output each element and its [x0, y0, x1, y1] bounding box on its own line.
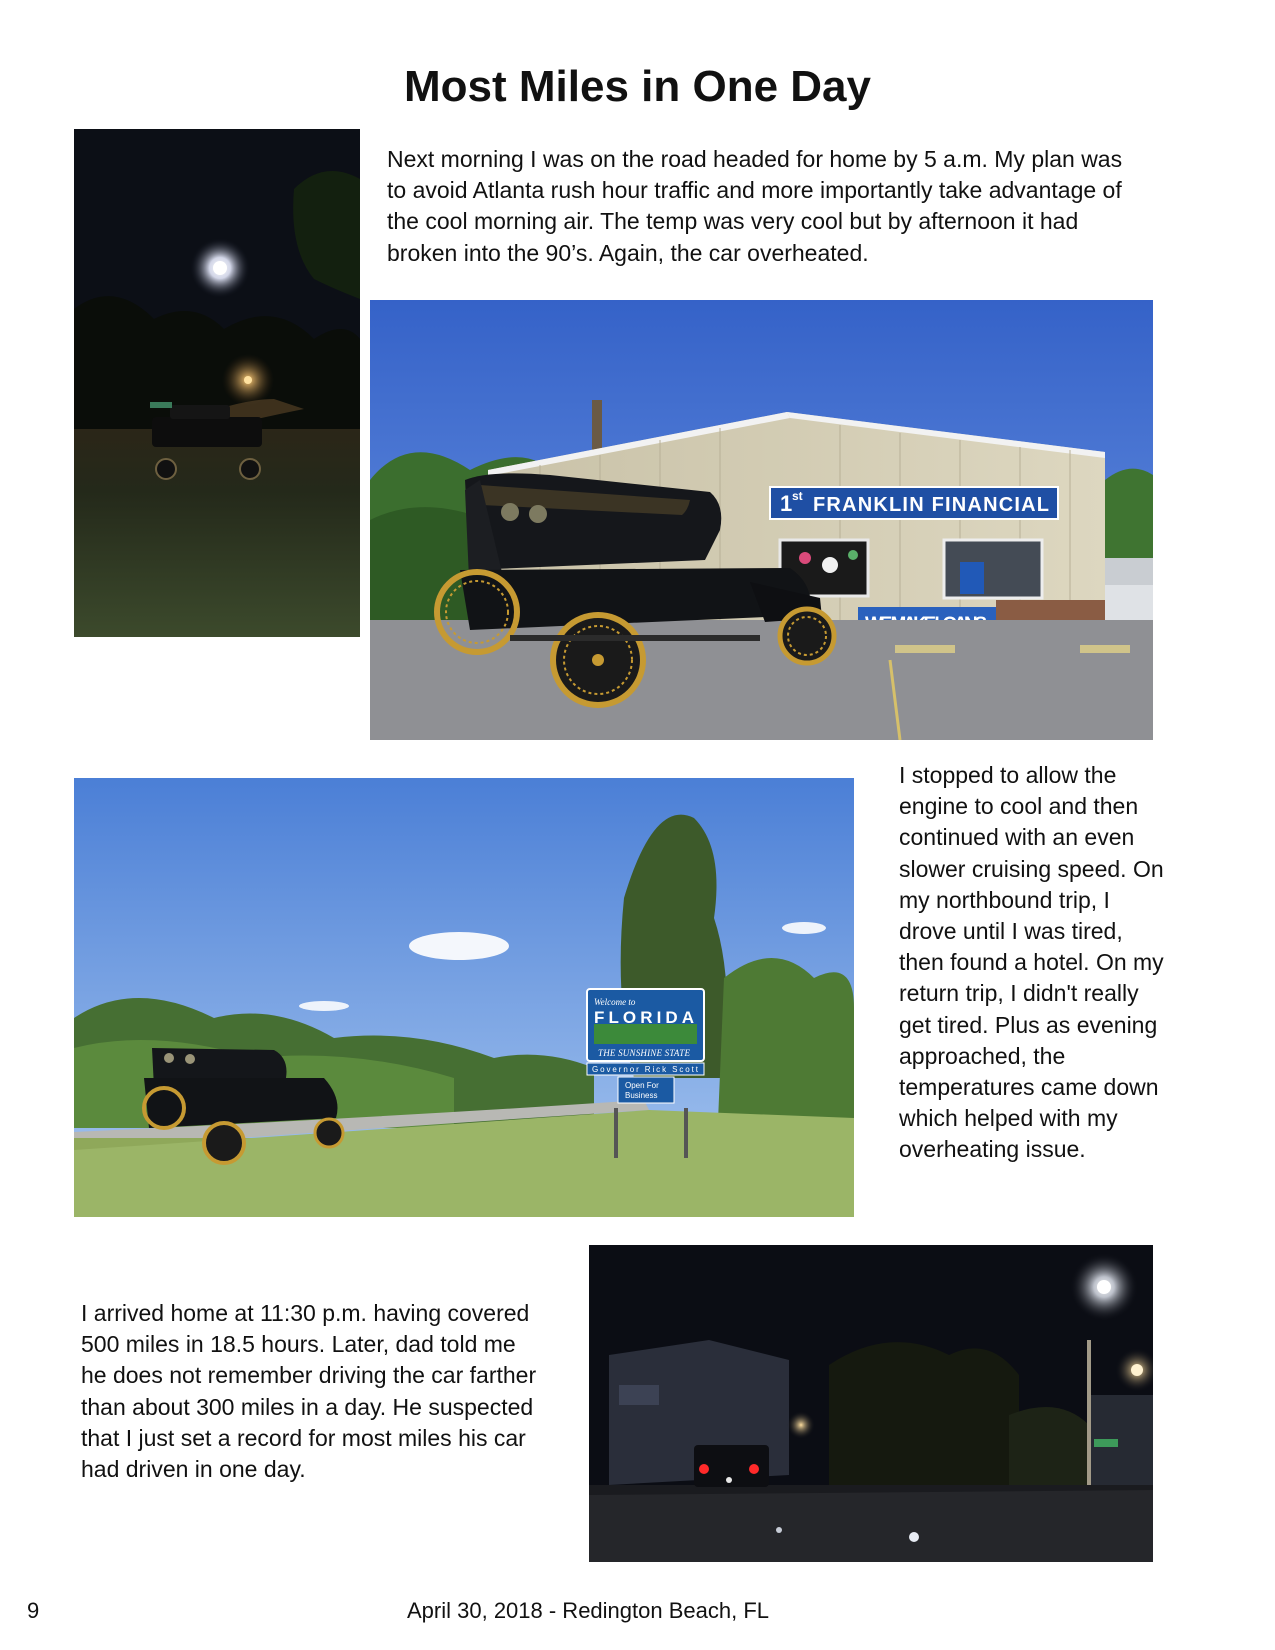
franklin-sign-super: st [792, 489, 803, 503]
page-title-text: Most Miles in One Day [404, 62, 871, 111]
photo-night-road [74, 129, 360, 637]
paragraph-return-trip: I stopped to allow the engine to cool and then continued with an even slower cruising speed. On my northbound trip, I drove until I was tired, then found a hotel. On my return trip, I didn't really get tired. Plus as evening approached, the temperatures came down which helped with my overheating issue. [899, 762, 1164, 1163]
florida-welcome-text: Welcome to [594, 997, 636, 1007]
franklin-sign-main: FRANKLIN FINANCIAL [813, 494, 1049, 516]
florida-governor-text: Governor Rick Scott [592, 1065, 698, 1074]
arrival-car [694, 1445, 769, 1487]
franklin-financial-image [370, 300, 1153, 740]
page-title [0, 62, 1275, 112]
florida-sign-image [74, 778, 854, 1217]
franklin-sign-number: 1 [780, 491, 793, 516]
page-number: 9 [27, 1598, 40, 1623]
paragraph-morning: Next morning I was on the road headed for home by 5 a.m. My plan was to avoid Atlanta rush hour traffic and more importantly take advantage of the cool morning air. The temp was very cool but by afternoon it had broken into the 90’s. Again, the car overheated. [387, 146, 1123, 266]
night-road-image [74, 129, 360, 637]
florida-slogan-text: THE SUNSHINE STATE [598, 1048, 690, 1058]
florida-business-text: Business [625, 1091, 658, 1100]
florida-open-text: Open For [625, 1081, 659, 1090]
florida-state-text: FLORIDA [594, 1008, 694, 1027]
footer-caption: April 30, 2018 - Redington Beach, FL [407, 1598, 770, 1623]
photo-florida-sign [74, 778, 854, 1217]
paragraph-arrival: I arrived home at 11:30 p.m. having covered 500 miles in 18.5 hours. Later, dad told me he does not remember driving the car farther than about 300 miles in a day. He suspected that I just set a record for most miles his car had driven in one day. [81, 1300, 537, 1483]
photo-franklin-financial [370, 300, 1153, 740]
night-arrival-image [589, 1245, 1153, 1562]
photo-night-arrival [589, 1245, 1153, 1562]
